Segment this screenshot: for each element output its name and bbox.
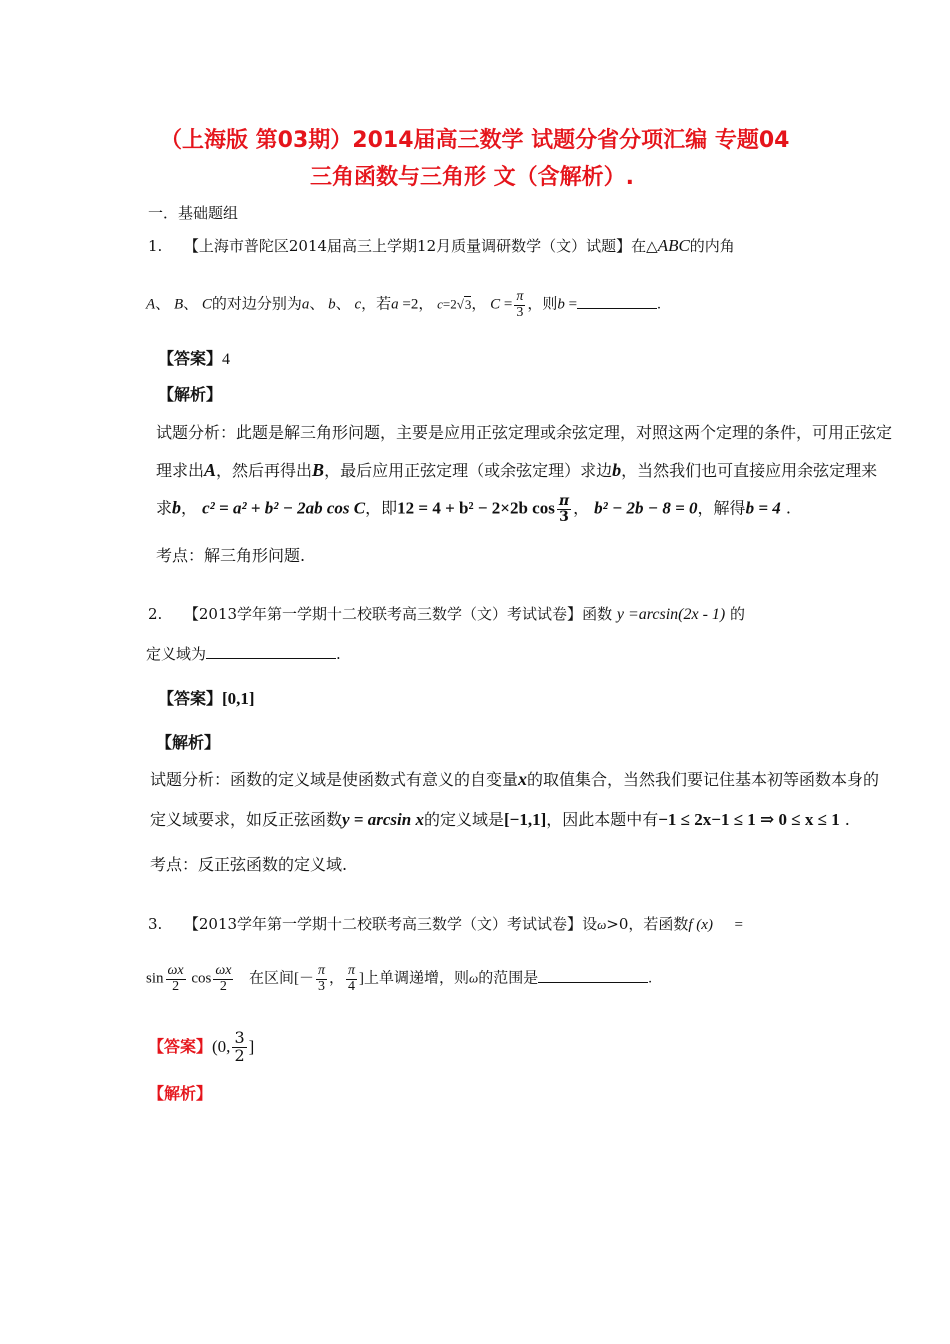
question-2-analysis-label: 【解析】 <box>156 733 221 752</box>
question-1-keypoint: 考点：解三角形问题. <box>156 546 306 565</box>
question-3-text-e: 的范围是 <box>478 970 539 987</box>
page-title-line-2: 三角函数与三角形 文（含解析）. <box>310 165 635 190</box>
question-1-text-c: 的对边分别为 <box>211 296 302 313</box>
analysis-text: 试题分析：函数的定义域是使函数式有意义的自变量 <box>150 770 519 789</box>
question-1-analysis-line-3: 求b， c² = a² + b² − 2ab cos C，即12 = 4 + b² − 2×2b cos $\frac{\pi}{3}$ ， b² − 2b − 8 = 0，解得b = 4 . <box>156 493 791 525</box>
question-3-text-d: ]上单调递增，则 <box>359 970 470 987</box>
question-1-number: 1. <box>148 237 163 255</box>
vertex-c: C <box>201 296 212 313</box>
question-2-text-c: 定义域为 <box>146 645 207 663</box>
variable-x: x <box>518 769 528 789</box>
omega-x: ωx <box>167 963 184 978</box>
analysis-text: ，因此本题中有 <box>546 810 659 829</box>
pi: π <box>516 289 524 304</box>
answer-blank <box>538 968 648 983</box>
three: 3 <box>317 978 325 994</box>
question-3-analysis-label: 【解析】 <box>148 1084 213 1103</box>
question-3-source: 【2013学年第一学期十二校联考高三数学（文）考试试卷】 <box>183 915 583 933</box>
fraction-pi-3 <box>316 964 327 994</box>
question-1-analysis-label: 【解析】 <box>158 385 223 404</box>
analysis-text: ，即 <box>365 498 398 518</box>
c-root: 3 <box>464 296 472 312</box>
pi: π <box>558 493 570 509</box>
side-b: b <box>172 497 182 518</box>
analysis-text: 的定义域是 <box>423 810 504 829</box>
analysis-text: 定义域要求，如反正弦函数 <box>150 810 343 829</box>
question-3-text-b: >0，若函数 <box>606 915 689 933</box>
fraction-pi-3 <box>514 290 525 320</box>
question-3-text: 设 <box>582 915 598 933</box>
omega: ω <box>469 970 479 986</box>
analysis-text: 求 <box>156 498 173 518</box>
vertex-b: B <box>312 460 325 480</box>
page-title-line-1: （上海版 第03期）2014届高三数学 试题分省分项汇编 专题04 <box>160 128 790 153</box>
analysis-text: ，最后应用正弦定理（或余弦定理）求边 <box>324 461 613 480</box>
analysis-text: ，解得 <box>697 498 746 518</box>
substituted-equation: 12 = 4 + b² − 2×2b cos <box>397 498 555 518</box>
question-1-analysis-line-2 <box>156 458 877 481</box>
question-2-analysis-line-2 <box>150 807 850 830</box>
answer-close: ] <box>248 1036 255 1056</box>
side-b: b <box>328 296 336 313</box>
analysis-text: 的取值集合，当然我们要记住基本初等函数本身的 <box>527 770 880 789</box>
domain-interval: [−1,1] <box>503 810 547 829</box>
question-2-source: 【2013学年第一学期十二校联考高三数学（文）考试试卷】 <box>183 605 583 623</box>
side-c: c <box>354 296 362 313</box>
question-2-answer <box>158 686 255 709</box>
three: 3 <box>516 304 524 320</box>
result-equation: b = 4 <box>745 498 781 518</box>
question-2-keypoint: 考点：反正弦函数的定义域. <box>150 855 348 874</box>
section-heading: 一．基础题组 <box>148 204 239 222</box>
side-a: a <box>301 296 310 313</box>
denominator: 2 <box>234 1045 245 1065</box>
cos: cos <box>191 970 212 987</box>
question-2-text: 函数 <box>582 605 613 623</box>
three: 3 <box>559 508 569 525</box>
quadratic-equation: b² − 2b − 8 = 0 <box>594 498 698 518</box>
vertex-a: A <box>204 460 217 480</box>
period: . <box>648 970 652 987</box>
omega: ω <box>597 917 607 932</box>
answer-value: [0,1] <box>222 689 255 708</box>
vertex-a: A <box>146 296 156 313</box>
analysis-text: 理求出 <box>156 461 205 480</box>
question-1-analysis-line-1: 试题分析：此题是解三角形问题，主要是应用正弦定理或余弦定理，对照这两个定理的条件，可用正弦定 <box>156 423 893 442</box>
comma: ， <box>329 970 345 987</box>
equals: = <box>734 917 743 933</box>
side-a: a <box>391 296 399 313</box>
answer-label: 【答案】 <box>148 1036 213 1056</box>
question-1-text: 在△ <box>631 237 658 255</box>
answer-blank <box>206 644 336 659</box>
fraction-omega-x-2 <box>213 964 233 994</box>
pi: π <box>348 963 356 978</box>
question-1-source: 【上海市普陀区2014届高三上学期12月质量调研数学（文）试题】 <box>183 237 632 255</box>
question-3-text-c: 在区间[－ <box>248 970 314 987</box>
side-b: b <box>557 296 565 313</box>
answer-blank <box>577 294 657 309</box>
numerator: 3 <box>234 1028 245 1047</box>
comma: ， <box>418 296 434 313</box>
question-1-answer <box>158 346 230 369</box>
two: 2 <box>219 978 227 994</box>
sin: sin <box>146 970 164 987</box>
answer-label: 【答案】 <box>158 689 223 708</box>
vertex-b: B <box>173 296 184 313</box>
period: . <box>657 296 661 313</box>
vertex-c: C <box>490 296 501 313</box>
law-of-cosines: c² = a² + b² − 2ab cos C <box>202 498 366 518</box>
function-f: f (x) <box>688 917 713 933</box>
omega-x: ωx <box>215 963 232 978</box>
arcsin-function: y =arcsin(2x - 1) <box>616 606 726 623</box>
equals: = <box>503 296 513 313</box>
answer-open: (0, <box>212 1036 231 1056</box>
separator: 、 <box>155 296 171 313</box>
question-3-number: 3. <box>148 915 163 933</box>
side-c: c <box>437 296 443 312</box>
question-2-analysis-line-1 <box>150 767 879 790</box>
question-1-text-e: ，则 <box>527 296 558 313</box>
question-2-text-b: 的 <box>730 605 746 623</box>
question-3-line-2 <box>146 964 652 994</box>
question-1-text-d: ，若 <box>361 296 392 313</box>
fraction-pi-4 <box>346 964 357 994</box>
question-1-text-b: 的内角 <box>689 237 735 255</box>
fraction-3-2 <box>232 1030 246 1065</box>
question-2-line-1 <box>148 603 745 624</box>
analysis-text: ，然后再得出 <box>216 461 313 480</box>
analysis-text: ，当然我们也可直接应用余弦定理来 <box>621 461 878 480</box>
period: . <box>336 645 341 663</box>
side-b: b <box>612 460 622 480</box>
two: 2 <box>172 978 180 994</box>
answer-label: 【答案】 <box>158 349 223 368</box>
answer-value: 4 <box>222 351 231 368</box>
separator: 、 <box>309 296 325 313</box>
question-2-number: 2. <box>148 605 163 623</box>
four: 4 <box>348 978 356 994</box>
fraction-omega-x-2 <box>166 964 186 994</box>
inequality: −1 ≤ 2x−1 ≤ 1 ⇒ 0 ≤ x ≤ 1 <box>658 810 840 829</box>
question-1-line-1 <box>148 235 735 256</box>
separator: 、 <box>335 296 351 313</box>
a-value: =2 <box>402 296 419 313</box>
c-value: =2 <box>442 296 457 312</box>
pi: π <box>317 963 325 978</box>
question-1-line-2: A、 B、 C的对边分别为a、 b、 c，若a =2， c=2√3， C = $\frac{\pi}{3}$ ，则b = . <box>146 289 661 320</box>
equals: = <box>568 296 578 313</box>
question-2-line-2 <box>146 643 341 664</box>
question-3-answer <box>148 1030 254 1065</box>
period: . <box>844 810 850 829</box>
triangle-label: ABC <box>657 236 690 255</box>
separator: 、 <box>183 296 199 313</box>
comma: ， <box>471 296 487 313</box>
fraction-pi-3 <box>557 494 571 524</box>
arcsin-function: y = arcsin x <box>342 810 424 829</box>
question-3-line-1 <box>148 913 743 934</box>
